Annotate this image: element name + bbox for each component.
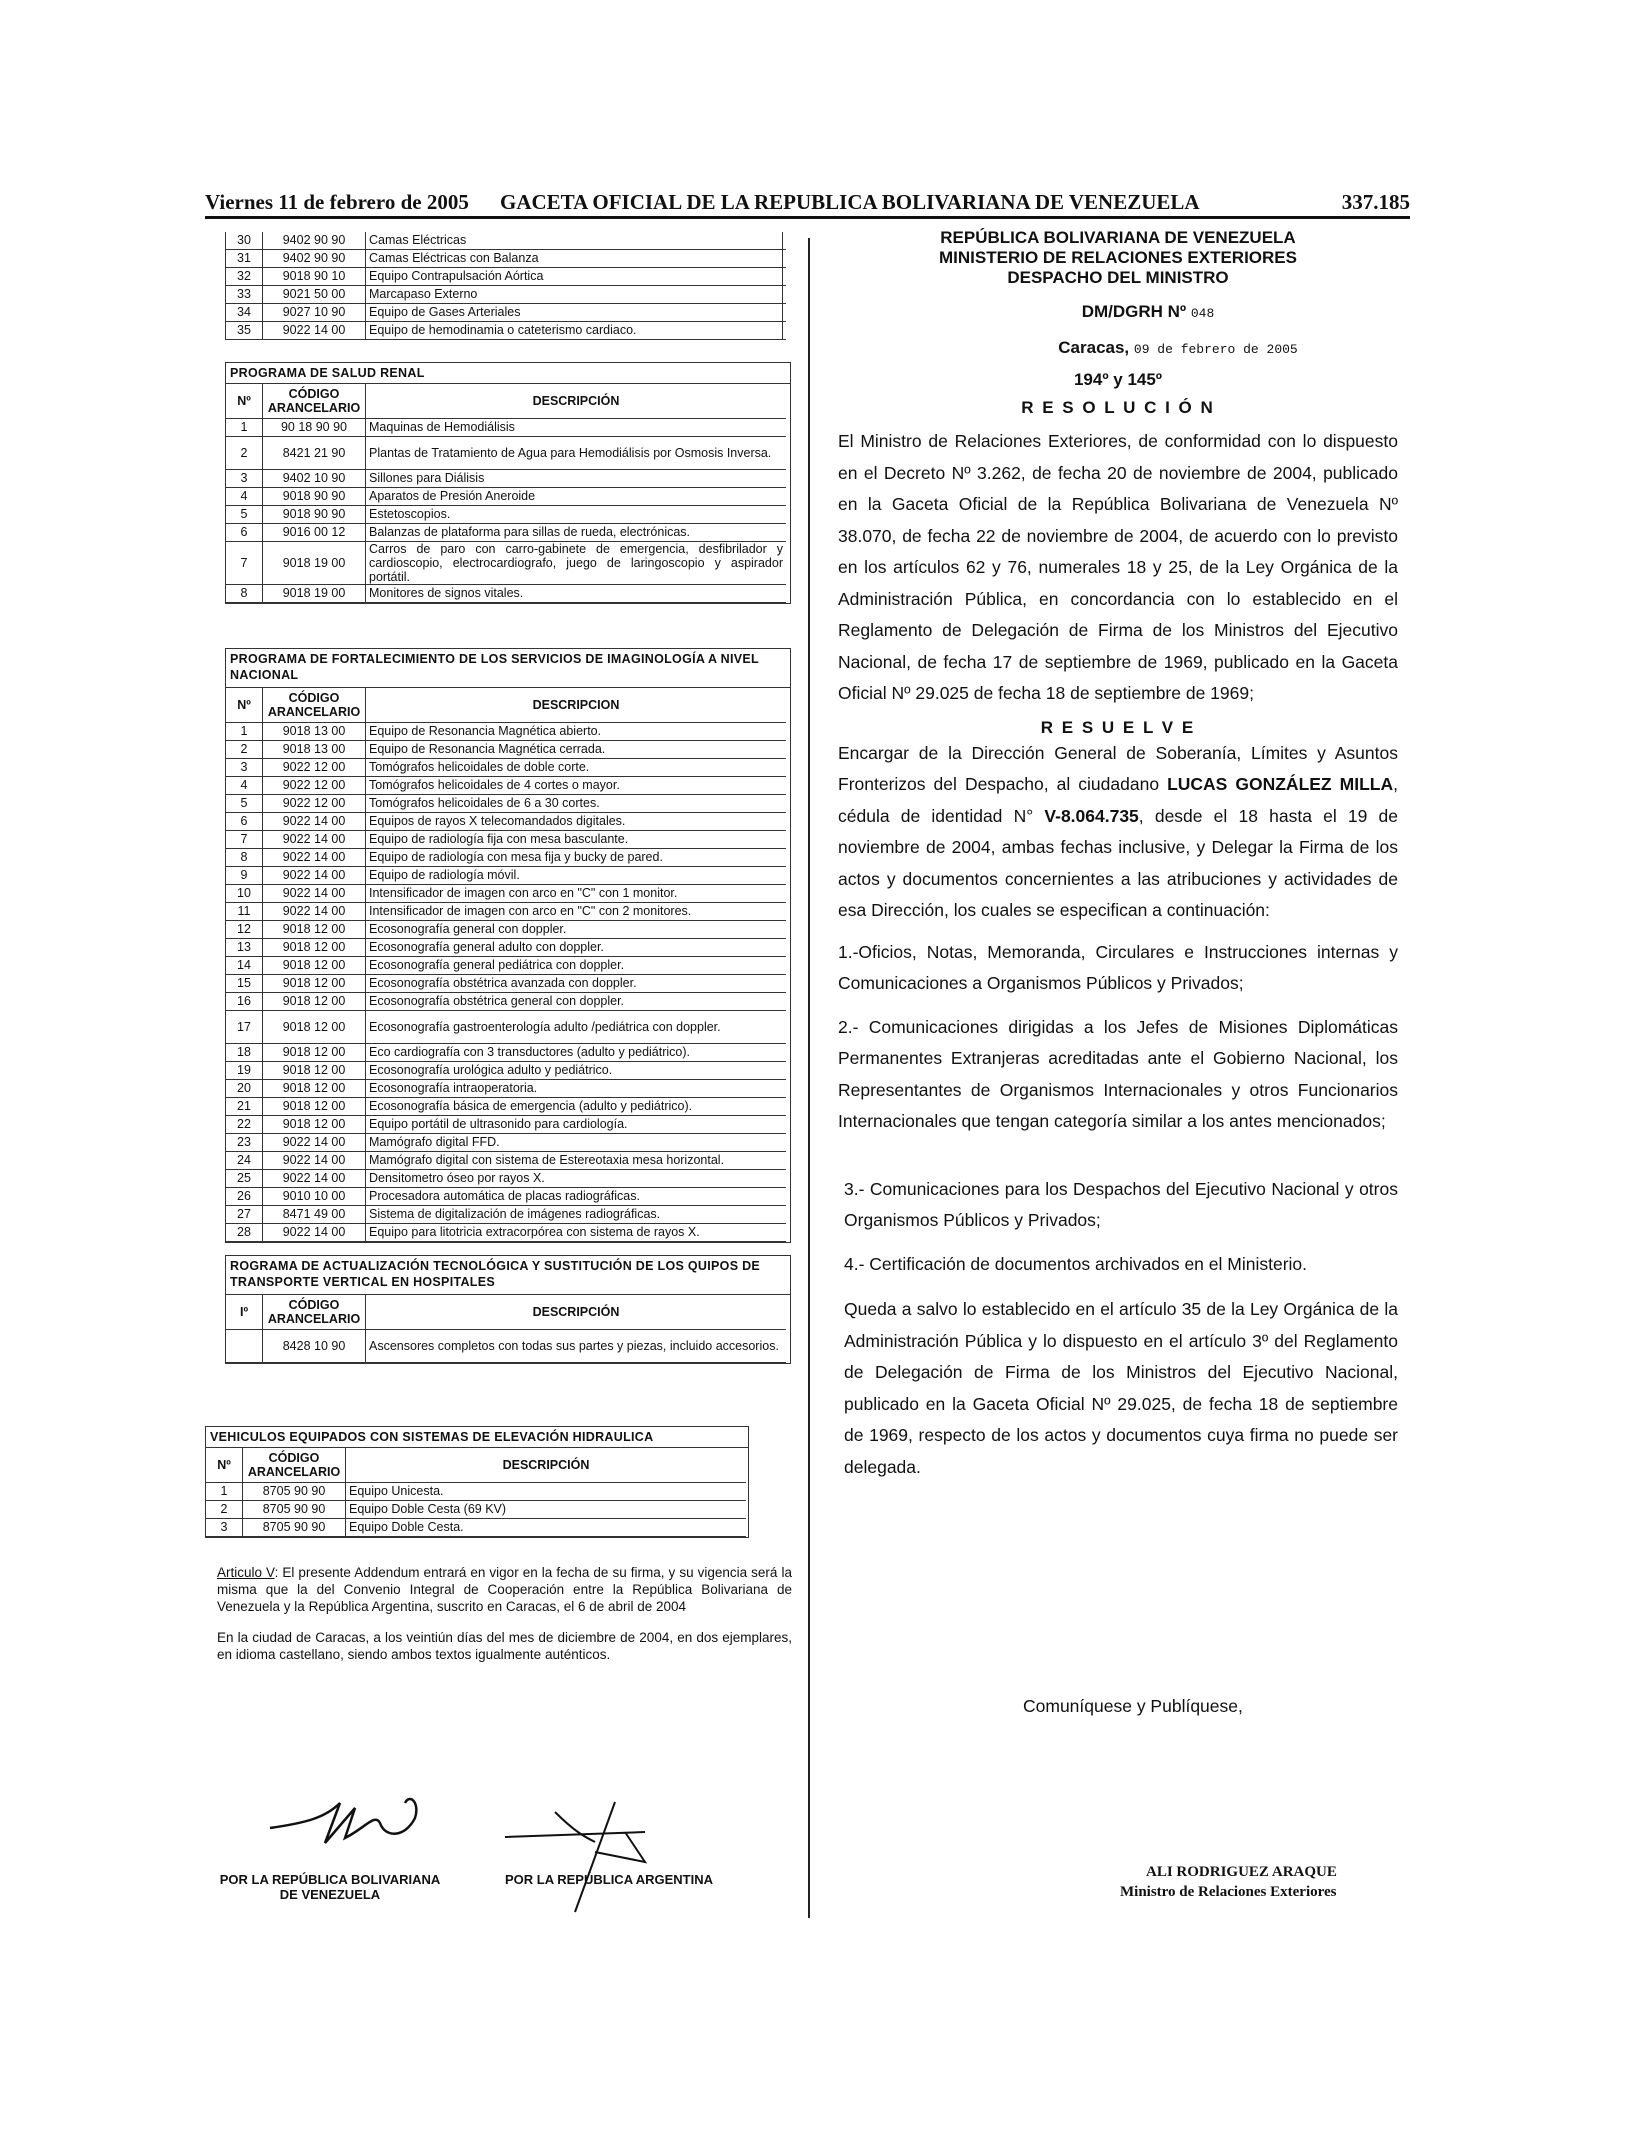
row-code: 9018 13 00 <box>263 741 366 759</box>
row-code: 9018 12 00 <box>263 1098 366 1116</box>
row-number: 11 <box>226 903 263 921</box>
row-number: 31 <box>226 250 263 268</box>
row-code: 9018 12 00 <box>263 957 366 975</box>
table-row <box>226 268 786 286</box>
row-code: 9018 19 00 <box>263 585 366 603</box>
imaging-program-section <box>225 648 790 1243</box>
table-row <box>226 1011 786 1044</box>
row-code: 9022 14 00 <box>263 1224 366 1242</box>
right-column <box>838 228 1398 1900</box>
header-description: DESCRIPCIÓN <box>366 1295 787 1330</box>
header-page-number: 337.185 <box>1341 190 1410 214</box>
row-description: Ecosonografía obstétrica general con doppler. <box>366 993 787 1011</box>
row-description: Monitores de signos vitales. <box>366 585 787 603</box>
row-description: Intensificador de imagen con arco en "C" con 1 monitor. <box>366 885 787 903</box>
row-description: Ecosonografía general con doppler. <box>366 921 787 939</box>
vertical-transport-section <box>225 1255 790 1364</box>
header-description: DESCRIPCIÓN <box>346 1448 747 1483</box>
table-row <box>226 741 786 759</box>
row-description: Tomógrafos helicoidales de doble corte. <box>366 759 787 777</box>
row-number: 14 <box>226 957 263 975</box>
row-number: 4 <box>226 777 263 795</box>
row-description: Densitometro óseo por rayos X. <box>366 1170 787 1188</box>
table-row <box>226 1116 786 1134</box>
row-number: 7 <box>226 542 263 585</box>
signature-venezuela <box>265 1788 465 1858</box>
row-description: Balanzas de plataforma para sillas de rueda, electrónicas. <box>366 524 787 542</box>
table-row <box>226 250 786 268</box>
article-closing: En la ciudad de Caracas, a los veintiún días del mes de diciembre de 2004, en dos ejemplares, en idioma castellano, siendo ambos textos igualmente auténticos. <box>217 1630 792 1662</box>
table-row <box>226 1044 786 1062</box>
publication-formula: Comuníquese y Publíquese, <box>1023 1696 1243 1716</box>
table-row <box>226 419 786 437</box>
header-description: DESCRIPCIÓN <box>366 384 787 419</box>
row-number: 30 <box>226 232 263 250</box>
appointee-name: LUCAS GONZÁLEZ MILLA <box>1167 774 1394 794</box>
row-description: Equipos de rayos X telecomandados digitales. <box>366 813 787 831</box>
row-code: 9010 10 00 <box>263 1188 366 1206</box>
row-code: 9022 14 00 <box>263 849 366 867</box>
row-description: Equipo Unicesta. <box>346 1483 747 1501</box>
row-code: 9018 12 00 <box>263 1080 366 1098</box>
row-number: 34 <box>226 304 263 322</box>
row-number: 32 <box>226 268 263 286</box>
row-code: 9018 12 00 <box>263 1011 366 1044</box>
years: 194º y 145º <box>1073 370 1163 389</box>
row-description: Equipo de radiología móvil. <box>366 867 787 885</box>
row-code: 9402 10 90 <box>263 470 366 488</box>
item-2: 2.- Comunicaciones dirigidas a los Jefes de Misiones Diplomáticas Permanentes Extranjeras acreditadas ante el Gobierno Nacional, los Representantes de Organismos Internacionales y otros Funcionarios Internacionales que tengan categoría similar a los antes mencionados; <box>838 1016 1398 1131</box>
signature-label-argentina: POR LA REPÚBLICA ARGENTINA <box>505 1872 713 1887</box>
table-row <box>226 488 786 506</box>
row-code: 9018 19 00 <box>263 542 366 585</box>
row-code: 9402 90 90 <box>263 250 366 268</box>
row-code: 9022 14 00 <box>263 813 366 831</box>
row-description: Equipo de Gases Arteriales <box>366 304 787 322</box>
table-row <box>226 939 786 957</box>
ministry-heading: MINISTERIO DE RELACIONES EXTERIORES <box>939 248 1297 267</box>
row-number: 12 <box>226 921 263 939</box>
row-description: Equipo de Resonancia Magnética abierto. <box>366 723 787 741</box>
row-number: 5 <box>226 795 263 813</box>
row-description: Carros de paro con carro-gabinete de emergencia, desfibrilador y cardioscopio, electrocardiografo, juego de laringoscopio y aspirador portátil. <box>366 542 787 585</box>
row-code: 9022 14 00 <box>263 1170 366 1188</box>
row-number: 5 <box>226 506 263 524</box>
section-title: PROGRAMA DE SALUD RENAL <box>225 362 791 383</box>
table-row <box>226 723 786 741</box>
row-description: Tomógrafos helicoidales de 4 cortes o mayor. <box>366 777 787 795</box>
table-row <box>226 921 786 939</box>
row-code: 9018 90 90 <box>263 506 366 524</box>
row-code: 9018 12 00 <box>263 939 366 957</box>
article-label: Articulo V <box>217 1565 275 1580</box>
row-number: 20 <box>226 1080 263 1098</box>
row-code: 8705 90 90 <box>243 1501 346 1519</box>
reference-number: 048 <box>1190 306 1215 321</box>
office-heading: DESPACHO DEL MINISTRO <box>1007 268 1229 287</box>
row-number: 23 <box>226 1134 263 1152</box>
row-code: 8705 90 90 <box>243 1519 346 1537</box>
table-row <box>226 1206 786 1224</box>
row-description: Estetoscopios. <box>366 506 787 524</box>
row-code: 9016 00 12 <box>263 524 366 542</box>
table-header-row <box>226 1295 786 1330</box>
header-number: Nº <box>226 384 263 419</box>
renal-program-section <box>225 362 790 604</box>
header-number: Iº <box>226 1295 263 1330</box>
row-number: 33 <box>226 286 263 304</box>
signature-label-venezuela: POR LA REPÚBLICA BOLIVARIANA DE VENEZUELA <box>219 1872 441 1902</box>
row-code: 9022 14 00 <box>263 903 366 921</box>
closing-paragraph: Queda a salvo lo establecido en el artículo 35 de la Ley Orgánica de la Administración Pública y lo dispuesto en el artículo 3º del Reglamento de Delegación de Firma de los Ministros del Ejecutivo Nacional, publicado en la Gaceta Oficial Nº 29.025, de fecha 18 de septiembre de 1969, respecto de los actos y documentos cuya firma no puede ser delegada. <box>844 1299 1398 1477</box>
republic-heading: REPÚBLICA BOLIVARIANA DE VENEZUELA <box>940 228 1296 247</box>
imaging-program-table <box>226 688 786 1242</box>
table-row <box>226 993 786 1011</box>
table-header-row <box>226 688 786 723</box>
row-number: 21 <box>226 1098 263 1116</box>
table-row <box>226 542 786 585</box>
table-continued <box>225 232 783 340</box>
item-4: 4.- Certificación de documentos archivados en el Ministerio. <box>844 1253 1307 1274</box>
table-row <box>226 1330 786 1363</box>
table-row <box>226 1134 786 1152</box>
row-number: 3 <box>206 1519 243 1537</box>
row-description: Ecosonografía obstétrica avanzada con doppler. <box>366 975 787 993</box>
left-column <box>210 232 792 1902</box>
table-row <box>226 1170 786 1188</box>
row-description: Intensificador de imagen con arco en "C" con 2 monitores. <box>366 903 787 921</box>
row-description: Marcapaso Externo <box>366 286 787 304</box>
row-number: 7 <box>226 831 263 849</box>
article-v <box>217 1564 792 1615</box>
table-header-row <box>206 1448 746 1483</box>
table-row <box>226 304 786 322</box>
header-title: GACETA OFICIAL DE LA REPUBLICA BOLIVARIANA DE VENEZUELA <box>500 190 1200 214</box>
row-code: 9018 12 00 <box>263 1044 366 1062</box>
row-number: 1 <box>226 419 263 437</box>
row-description: Equipo para litotricia extracorpórea con sistema de rayos X. <box>366 1224 787 1242</box>
row-number: 6 <box>226 813 263 831</box>
row-description: Equipo de radiología fija con mesa basculante. <box>366 831 787 849</box>
row-description: Ecosonografía general pediátrica con doppler. <box>366 957 787 975</box>
row-code: 9022 14 00 <box>263 1134 366 1152</box>
row-number: 13 <box>226 939 263 957</box>
table-row <box>226 506 786 524</box>
row-code: 9027 10 90 <box>263 304 366 322</box>
item-1: 1.-Oficios, Notas, Memoranda, Circulares e Instrucciones internas y Comunicaciones a Organismos Públicos y Privados; <box>838 941 1398 993</box>
signer-name: ALI RODRIGUEZ ARAQUE <box>1146 1864 1337 1880</box>
table-row <box>226 885 786 903</box>
header-number: Nº <box>226 688 263 723</box>
row-description: Maquinas de Hemodiálisis <box>366 419 787 437</box>
row-description: Equipo Doble Cesta (69 KV) <box>346 1501 747 1519</box>
section-title: VEHICULOS EQUIPADOS CON SISTEMAS DE ELEVACIÓN HIDRAULICA <box>205 1426 749 1447</box>
row-code: 9022 14 00 <box>263 1152 366 1170</box>
row-code: 8471 49 00 <box>263 1206 366 1224</box>
row-code: 9022 14 00 <box>263 831 366 849</box>
header-date: Viernes 11 de febrero de 2005 <box>205 190 469 214</box>
resolution-paragraph <box>838 738 1398 927</box>
row-number: 25 <box>226 1170 263 1188</box>
table-row <box>226 957 786 975</box>
row-code: 9402 90 90 <box>263 232 366 250</box>
table-row <box>226 813 786 831</box>
equipment-table-continued <box>226 232 786 340</box>
row-description: Camas Eléctricas con Balanza <box>366 250 787 268</box>
row-number: 4 <box>226 488 263 506</box>
row-code: 9018 12 00 <box>263 1116 366 1134</box>
row-number: 27 <box>226 1206 263 1224</box>
row-code: 9018 12 00 <box>263 921 366 939</box>
row-description: Tomógrafos helicoidales de 6 a 30 cortes. <box>366 795 787 813</box>
row-number: 3 <box>226 759 263 777</box>
row-number: 19 <box>226 1062 263 1080</box>
renal-program-table <box>226 384 786 603</box>
row-number: 1 <box>226 723 263 741</box>
table-row <box>226 777 786 795</box>
row-code: 9018 12 00 <box>263 975 366 993</box>
table-row <box>206 1483 746 1501</box>
row-number: 28 <box>226 1224 263 1242</box>
section-title: ROGRAMA DE ACTUALIZACIÓN TECNOLÓGICA Y SUSTITUCIÓN DE LOS QUIPOS DE TRANSPORTE VERTICAL EN HOSPITALES <box>225 1255 791 1294</box>
row-code: 9018 12 00 <box>263 1062 366 1080</box>
table-row <box>226 1152 786 1170</box>
table-row <box>206 1519 746 1537</box>
row-code: 9018 90 90 <box>263 488 366 506</box>
row-description: Sistema de digitalización de imágenes radiográficas. <box>366 1206 787 1224</box>
row-number: 9 <box>226 867 263 885</box>
row-code: 9018 12 00 <box>263 993 366 1011</box>
row-description: Equipo de hemodinamia o cateterismo cardiaco. <box>366 322 787 340</box>
hydraulic-vehicles-table <box>206 1448 746 1537</box>
hydraulic-vehicles-section <box>205 1426 790 1538</box>
row-number: 18 <box>226 1044 263 1062</box>
header-code: CÓDIGO ARANCELARIO <box>263 384 366 419</box>
row-description: Equipo Doble Cesta. <box>346 1519 747 1537</box>
header-description: DESCRIPCION <box>366 688 787 723</box>
resolution-title: R E S O L U C I Ó N <box>1021 398 1215 417</box>
resolution-reference <box>898 302 1398 322</box>
row-number: 2 <box>226 437 263 470</box>
row-number: 16 <box>226 993 263 1011</box>
table-row <box>226 470 786 488</box>
table-row <box>226 322 786 340</box>
row-number: 2 <box>226 741 263 759</box>
row-number: 26 <box>226 1188 263 1206</box>
signer-title: Ministro de Relaciones Exteriores <box>1120 1884 1337 1900</box>
header-code: CÓDIGO ARANCELARIO <box>243 1448 346 1483</box>
table-row <box>226 1224 786 1242</box>
row-description: Ascensores completos con todas sus partes y piezas, incluido accesorios. <box>366 1330 787 1363</box>
table-row <box>226 286 786 304</box>
table-row <box>226 524 786 542</box>
row-description: Equipo Contrapulsación Aórtica <box>366 268 787 286</box>
row-description: Plantas de Tratamiento de Agua para Hemodiálisis por Osmosis Inversa. <box>366 437 787 470</box>
table-row <box>226 831 786 849</box>
table-row <box>226 759 786 777</box>
row-code: 90 18 90 90 <box>263 419 366 437</box>
table-row <box>226 232 786 250</box>
table-row <box>226 903 786 921</box>
row-code: 9018 90 10 <box>263 268 366 286</box>
signature-argentina <box>495 1792 715 1922</box>
row-code: 9022 12 00 <box>263 777 366 795</box>
row-number: 2 <box>206 1501 243 1519</box>
row-number: 22 <box>226 1116 263 1134</box>
row-code: 9022 12 00 <box>263 759 366 777</box>
row-description: Equipo portátil de ultrasonido para cardiología. <box>366 1116 787 1134</box>
row-number: 1 <box>206 1483 243 1501</box>
header-code: CÓDIGO ARANCELARIO <box>263 1295 366 1330</box>
row-description: Sillones para Diálisis <box>366 470 787 488</box>
header-code: CÓDIGO ARANCELARIO <box>263 688 366 723</box>
row-code: 8428 10 90 <box>263 1330 366 1363</box>
row-number: 10 <box>226 885 263 903</box>
column-divider <box>808 238 810 1918</box>
section-title: PROGRAMA DE FORTALECIMIENTO DE LOS SERVICIOS DE IMAGINOLOGÍA A NIVEL NACIONAL <box>225 648 791 687</box>
resolution-text-c: , desde el 18 hasta el 19 de noviembre de 2004, ambas fechas inclusive, y Delegar la Firma de los actos y documentos concernientes a las atribuciones y actividades de esa Dirección, los cuales se especifican a continuación: <box>838 805 1398 920</box>
row-number: 8 <box>226 849 263 867</box>
appointee-id: V-8.064.735 <box>1044 805 1139 826</box>
table-row <box>226 1062 786 1080</box>
preamble-paragraph: El Ministro de Relaciones Exteriores, de conformidad con lo dispuesto en el Decreto Nº 3.262, de fecha 20 de noviembre de 2004, publicado en la Gaceta Oficial de la República Bolivariana de Venezuela Nº 38.070, de fecha 22 de noviembre de 2004, de acuerdo con lo previsto en los artículos 62 y 76, numerales 18 y 25, de la Ley Orgánica de la Administración Pública, en concordancia con lo establecido en el Reglamento de Delegación de Firma de los Ministros del Ejecutivo Nacional, de fecha 17 de septiembre de 1969, publicado en la Gaceta Oficial Nº 29.025 de fecha 18 de septiembre de 1969; <box>838 431 1398 703</box>
row-code: 9022 12 00 <box>263 795 366 813</box>
row-description: Mamógrafo digital con sistema de Estereotaxia mesa horizontal. <box>366 1152 787 1170</box>
row-description: Mamógrafo digital FFD. <box>366 1134 787 1152</box>
table-row <box>226 849 786 867</box>
row-code: 8705 90 90 <box>243 1483 346 1501</box>
row-description: Ecosonografía intraoperatoria. <box>366 1080 787 1098</box>
row-description: Procesadora automática de placas radiográficas. <box>366 1188 787 1206</box>
table-row <box>226 1098 786 1116</box>
row-code: 8421 21 90 <box>263 437 366 470</box>
table-header-row <box>226 384 786 419</box>
row-description: Ecosonografía urológica adulto y pediátrico. <box>366 1062 787 1080</box>
row-code: 9022 14 00 <box>263 885 366 903</box>
row-description: Eco cardiografía con 3 transductores (adulto y pediátrico). <box>366 1044 787 1062</box>
item-3: 3.- Comunicaciones para los Despachos del Ejecutivo Nacional y otros Organismos Públicos y Privados; <box>844 1178 1398 1230</box>
row-description: Ecosonografía básica de emergencia (adulto y pediátrico). <box>366 1098 787 1116</box>
row-number: 8 <box>226 585 263 603</box>
table-row <box>226 585 786 603</box>
date: 09 de febrero de 2005 <box>1133 342 1298 357</box>
page-header <box>205 190 1410 219</box>
resuelve-heading: R E S U E L V E <box>1040 717 1196 737</box>
table-row <box>226 437 786 470</box>
table-row <box>226 795 786 813</box>
table-row <box>226 975 786 993</box>
row-number: 3 <box>226 470 263 488</box>
row-description: Camas Eléctricas <box>366 232 787 250</box>
row-number <box>226 1330 263 1363</box>
row-code: 9018 13 00 <box>263 723 366 741</box>
place: Caracas, <box>1058 338 1130 357</box>
row-description: Aparatos de Presión Aneroide <box>366 488 787 506</box>
row-code: 9022 14 00 <box>263 867 366 885</box>
table-row <box>206 1501 746 1519</box>
row-description: Equipo de radiología con mesa fija y bucky de pared. <box>366 849 787 867</box>
row-description: Equipo de Resonancia Magnética cerrada. <box>366 741 787 759</box>
reference-label: DM/DGRH Nº <box>1081 302 1187 321</box>
row-description: Ecosonografía gastroenterología adulto /pediátrica con doppler. <box>366 1011 787 1044</box>
row-code: 9022 14 00 <box>263 322 366 340</box>
header-number: Nº <box>206 1448 243 1483</box>
row-number: 35 <box>226 322 263 340</box>
vertical-transport-table <box>226 1295 786 1363</box>
row-code: 9021 50 00 <box>263 286 366 304</box>
table-row <box>226 1080 786 1098</box>
row-number: 17 <box>226 1011 263 1044</box>
resolution-text-b: , cédula de identidad N° <box>838 774 1398 826</box>
row-number: 24 <box>226 1152 263 1170</box>
row-number: 15 <box>226 975 263 993</box>
table-row <box>226 867 786 885</box>
article-text: : El presente Addendum entrará en vigor en la fecha de su firma, y su vigencia será la misma que la del Convenio Integral de Cooperación entre la República Bolivariana de Venezuela y la República Argentina, suscrito en Caracas, el 6 de abril de 2004 <box>217 1565 792 1614</box>
place-date <box>958 338 1398 358</box>
row-description: Ecosonografía general adulto con doppler. <box>366 939 787 957</box>
table-row <box>226 1188 786 1206</box>
row-number: 6 <box>226 524 263 542</box>
resolution-text-a: Encargar de la Dirección General de Soberanía, Límites y Asuntos Fronterizos del Despacho, al ciudadano <box>838 742 1398 794</box>
